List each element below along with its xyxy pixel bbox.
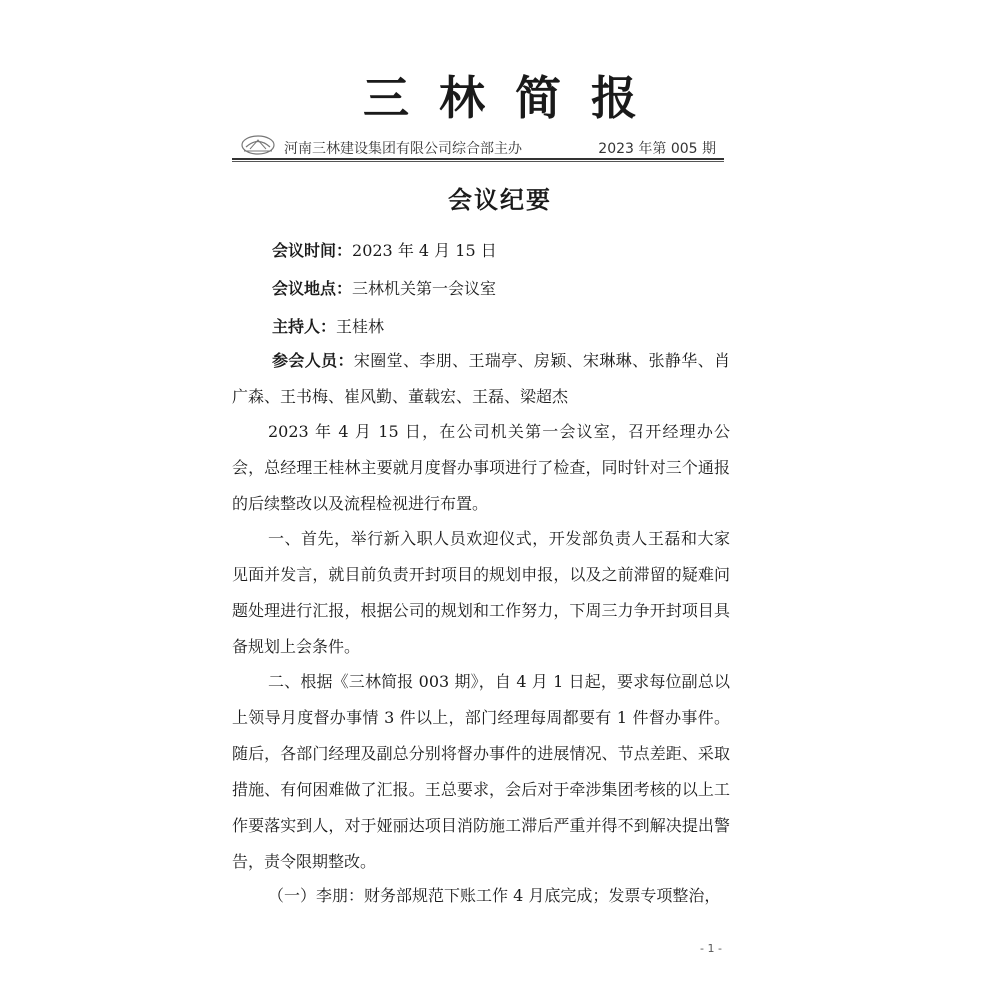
paragraph-sub-one: （一）李朋：财务部规范下账工作 4 月底完成；发票专项整治， [268, 886, 721, 905]
document-title: 会议纪要 [448, 185, 552, 214]
organizer-text: 河南三林建设集团有限公司综合部主办 [284, 141, 522, 157]
attendees-value: 宋圈堂、李朋、王瑞亭、房颖、宋琳琳、张静华、肖广森、王书梅、崔风勤、董载宏、王磊、梁超杰 [232, 351, 730, 406]
paragraph-intro: 2023 年 4 月 15 日，在公司机关第一会议室，召开经理办公会，总经理王桂林主要就月度督办事项进行了检查，同时针对三个通报的后续整改以及流程检视进行布置。 [232, 422, 730, 513]
paragraph-one: 一、首先，举行新入职人员欢迎仪式，开发部负责人王磊和大家见面并发言，就目前负责开封项目的规划申报，以及之前滞留的疑难问题处理进行汇报，根据公司的规划和工作努力，下周三力争开封项目具备规划上会条件。 [232, 529, 730, 656]
masthead-title: 三林简报 [363, 71, 667, 125]
meeting-time-value: 2023 年 4 月 15 日 [352, 241, 497, 260]
host-label: 主持人： [272, 317, 337, 336]
meeting-place-label: 会议地点： [272, 279, 353, 298]
meeting-time [272, 238, 497, 261]
attendees [232, 343, 730, 415]
paragraph-two: 二、根据《三林简报 003 期》，自 4 月 1 日起，要求每位副总以上领导月度督办事情 3 件以上，部门经理每周都要有 1 件督办事件。随后，各部门经理及副总分别将督办事件的进展情况、节点差距、采取措施、有何困难做了汇报。王总要求，会后对于牵涉集团考核的以上工作要落实到人，对于娅丽达项目消防施工滞后严重并得不到解决提出警告，责令限期整改。 [232, 672, 730, 871]
company-emblem-icon [240, 134, 276, 156]
page-number: - 1 - [700, 942, 722, 955]
host-value: 王桂林 [336, 317, 385, 336]
issue-number: 2023 年第 005 期 [598, 141, 716, 157]
meeting-time-label: 会议时间： [272, 241, 353, 260]
attendees-label: 参会人员： [272, 351, 354, 370]
subhead [232, 134, 724, 156]
meeting-place [272, 276, 496, 299]
header-rule [232, 158, 724, 160]
meeting-place-value: 三林机关第一会议室 [352, 279, 497, 298]
header-rule-thin [232, 161, 724, 162]
host [272, 314, 384, 337]
